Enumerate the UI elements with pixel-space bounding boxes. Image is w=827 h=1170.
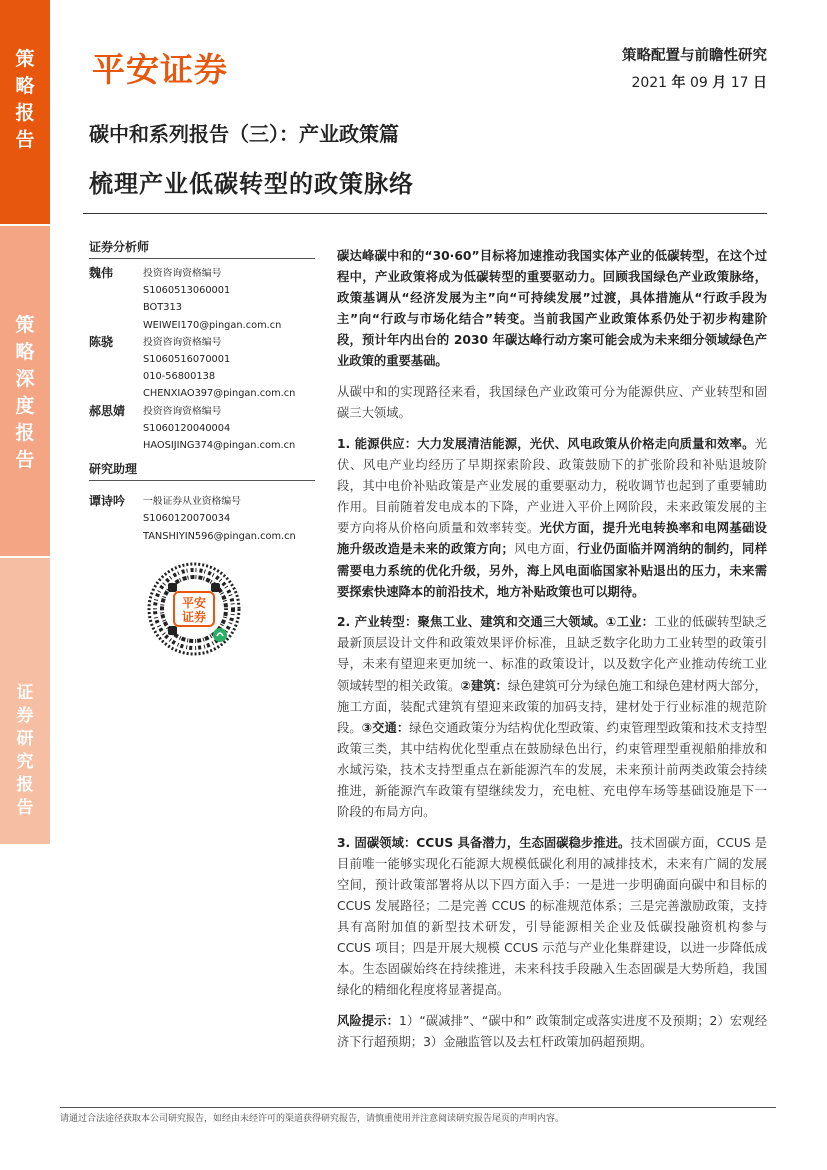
footer-divider xyxy=(60,1107,776,1108)
tab-char: 策 xyxy=(15,314,35,336)
report-date: 2021 年 09 月 17 日 xyxy=(631,75,767,91)
page-title: 梳理产业低碳转型的政策脉络 xyxy=(89,170,414,198)
side-tab-securities-research-report xyxy=(0,558,50,844)
tab-char: 报 xyxy=(15,422,35,444)
assistant-email[interactable]: TANSHIYIN596@pingan.com.cn xyxy=(143,530,296,542)
analyst-name: 郝思婧 xyxy=(89,403,126,418)
tab-char: 略 xyxy=(15,341,35,363)
analyst-line: S1060516070001 xyxy=(143,354,231,366)
summary-intro: 从碳中和的实现路径来看，我国绿色产业政策可分为能源供应、产业转型和固碳三大领域。 xyxy=(337,385,767,421)
analyst-line: 投资咨询资格编号 xyxy=(143,336,222,348)
analyst-entry xyxy=(89,334,315,403)
qr-logo-line1: 平安 xyxy=(181,596,207,610)
analyst-line: BOT313 xyxy=(143,302,182,314)
tab-char: 深 xyxy=(15,368,35,390)
footer-disclaimer: 请通过合法途径获取本公司研究报告，如经由未经许可的渠道获得研究报告，请慎重使用并注意阅读研究报告尾页的声明内容。 xyxy=(60,1114,565,1124)
analyst-email[interactable]: CHENXIAO397@pingan.com.cn xyxy=(143,388,296,400)
tab-char: 告 xyxy=(16,798,34,818)
analyst-name: 陈骁 xyxy=(89,334,114,349)
analyst-section-label: 证券分析师 xyxy=(89,238,315,259)
qr-code[interactable] xyxy=(146,561,242,657)
summary-lead: 碳达峰碳中和的“30·60”目标将加速推动我国实体产业的低碳转型，在这个过程中，产业政策将成为低碳转型的重要驱动力。回顾我国绿色产业政策脉络，政策基调从“经济发展为主”向“可持续发展”过渡，具体措施从“行政手段为主”向“行政与市场化结合”转变。当前我国产业政策体系仍处于初步构建阶段，预计年内出台的 2030 年碳达峰行动方案可能会成为未来细分领域绿色产业政策的重要基础。 xyxy=(337,249,767,369)
analyst-email[interactable]: WEIWEI170@pingan.com.cn xyxy=(143,319,282,331)
qr-code-graphic xyxy=(146,561,242,657)
tab-char: 告 xyxy=(15,129,35,151)
analyst-line: 投资咨询资格编号 xyxy=(143,405,222,417)
assistant-name: 谭诗吟 xyxy=(89,494,126,509)
tab-char: 报 xyxy=(15,102,35,124)
side-tab-strategy-report xyxy=(0,0,50,224)
tab-char: 研 xyxy=(16,729,34,749)
report-category: 策略配置与前瞻性研究 xyxy=(622,48,767,64)
tab-char: 证 xyxy=(16,683,34,703)
series-title: 碳中和系列报告（三）：产业政策篇 xyxy=(89,122,399,146)
tab-char: 券 xyxy=(16,706,34,726)
section-energy: 1. 能源供应：大力发展清洁能源，光伏、风电政策从价格走向质量和效率。光伏、风电产业均经历了早期探索阶段、政策鼓励下的扩张阶段和补贴退坡阶段，其中电价补贴政策是产业发展的重要驱动力，税收调节也起到了重要辅助作用。目前随着发电成本的下降，产业进入平价上网阶段，未来政策发展的主要方向将从价格向质量和效率转变。光伏方面，提升光电转换率和电网基础设施升级改造是未来的政策方向；风电方面，行业仍面临并网消纳的制约，同样需要电力系统的优化升级，另外，海上风电面临国家补贴退出的压力，未来需要探索快速降本的前沿技术，地方补贴政策也可以期待。 xyxy=(337,436,767,599)
analyst-line: 投资咨询资格编号 xyxy=(143,268,222,279)
assistant-line: S1060120070034 xyxy=(143,513,231,525)
analyst-name: 魏伟 xyxy=(89,266,114,280)
tab-char: 度 xyxy=(15,395,35,417)
analyst-entry xyxy=(89,403,315,455)
tab-char: 策 xyxy=(15,48,35,70)
section-carbon-sink: 3. 固碳领域：CCUS 具备潜力，生态固碳稳步推进。技术固碳方面，CCUS 是目前唯一能够实现化石能源大规模低碳化利用的减排技术，未来有广阔的发展空间，预计政策部署将从以下四方面入手：一是进一步明确面向碳中和目标的 CCUS 发展路径；二是完善 CCUS 的标准规范体系；三是完善激励政策，支持具有高附加值的新型技术研发，引导能源相关企业及低碳投融资机构参与 CCUS 项目；四是开展大规模 CCUS 示范与产业化集群建设，以进一步降低成本。生态固碳始终在持续推进，未来科技手段融入生态固碳是大势所趋，我国绿化的精细化程度将显著提高。 xyxy=(337,835,767,998)
analyst-line: S1060513060001 xyxy=(143,285,231,297)
risk-warning: 风险提示：1）“碳减排”、“碳中和” 政策制定或落实进度不及预期；2）宏观经济下行超预期；3）金融监管以及去杠杆政策加码超预期。 xyxy=(337,1014,767,1050)
qr-logo-line2: 证券 xyxy=(181,610,207,624)
report-summary xyxy=(337,246,767,1063)
assistant-entry xyxy=(89,493,315,545)
side-tab-strategy-depth-report xyxy=(0,226,50,556)
company-logo: 平安证券 xyxy=(92,50,228,89)
tab-char: 报 xyxy=(16,775,34,795)
assistant-line: 一般证券从业资格编号 xyxy=(143,496,241,508)
divider xyxy=(83,213,767,214)
analyst-line: 010-56800138 xyxy=(143,371,216,383)
tab-char: 略 xyxy=(15,75,35,97)
analyst-entry xyxy=(89,265,315,334)
tab-char: 告 xyxy=(15,449,35,471)
tab-char: 究 xyxy=(16,752,34,772)
analyst-email[interactable]: HAOSIJING374@pingan.com.cn xyxy=(143,440,296,452)
section-industry: 2. 产业转型：聚焦工业、建筑和交通三大领域。①工业：工业的低碳转型缺乏最新顶层设计文件和政策效果评价标准，且缺乏数字化助力工业转型的政策引导，未来有望迎来更加统一、标准的政策设计，以及数字化产业推动传统工业领域转型的相关政策。②建筑：绿色建筑可分为绿色施工和绿色建材两大部分，施工方面，装配式建筑有望迎来政策的加码支持，建材处于行业标准的规范阶段。③交通：绿色交通政策分为结构优化型政策、约束管理型政策和技术支持型政策三类，其中结构优化型重点在鼓励绿色出行，约束管理型重视船舶排放和水域污染，技术支持型重点在新能源汽车的发展，未来预计前两类政策会持续推进，新能源汽车政策有望继续发力，充电桩、充电停车场等基础设施是下一阶段的布局方向。 xyxy=(337,615,767,820)
mini-program-icon xyxy=(213,628,227,642)
analyst-panel xyxy=(89,238,315,545)
analyst-line: S1060120040004 xyxy=(143,422,231,434)
assistant-section-label: 研究助理 xyxy=(89,460,315,481)
